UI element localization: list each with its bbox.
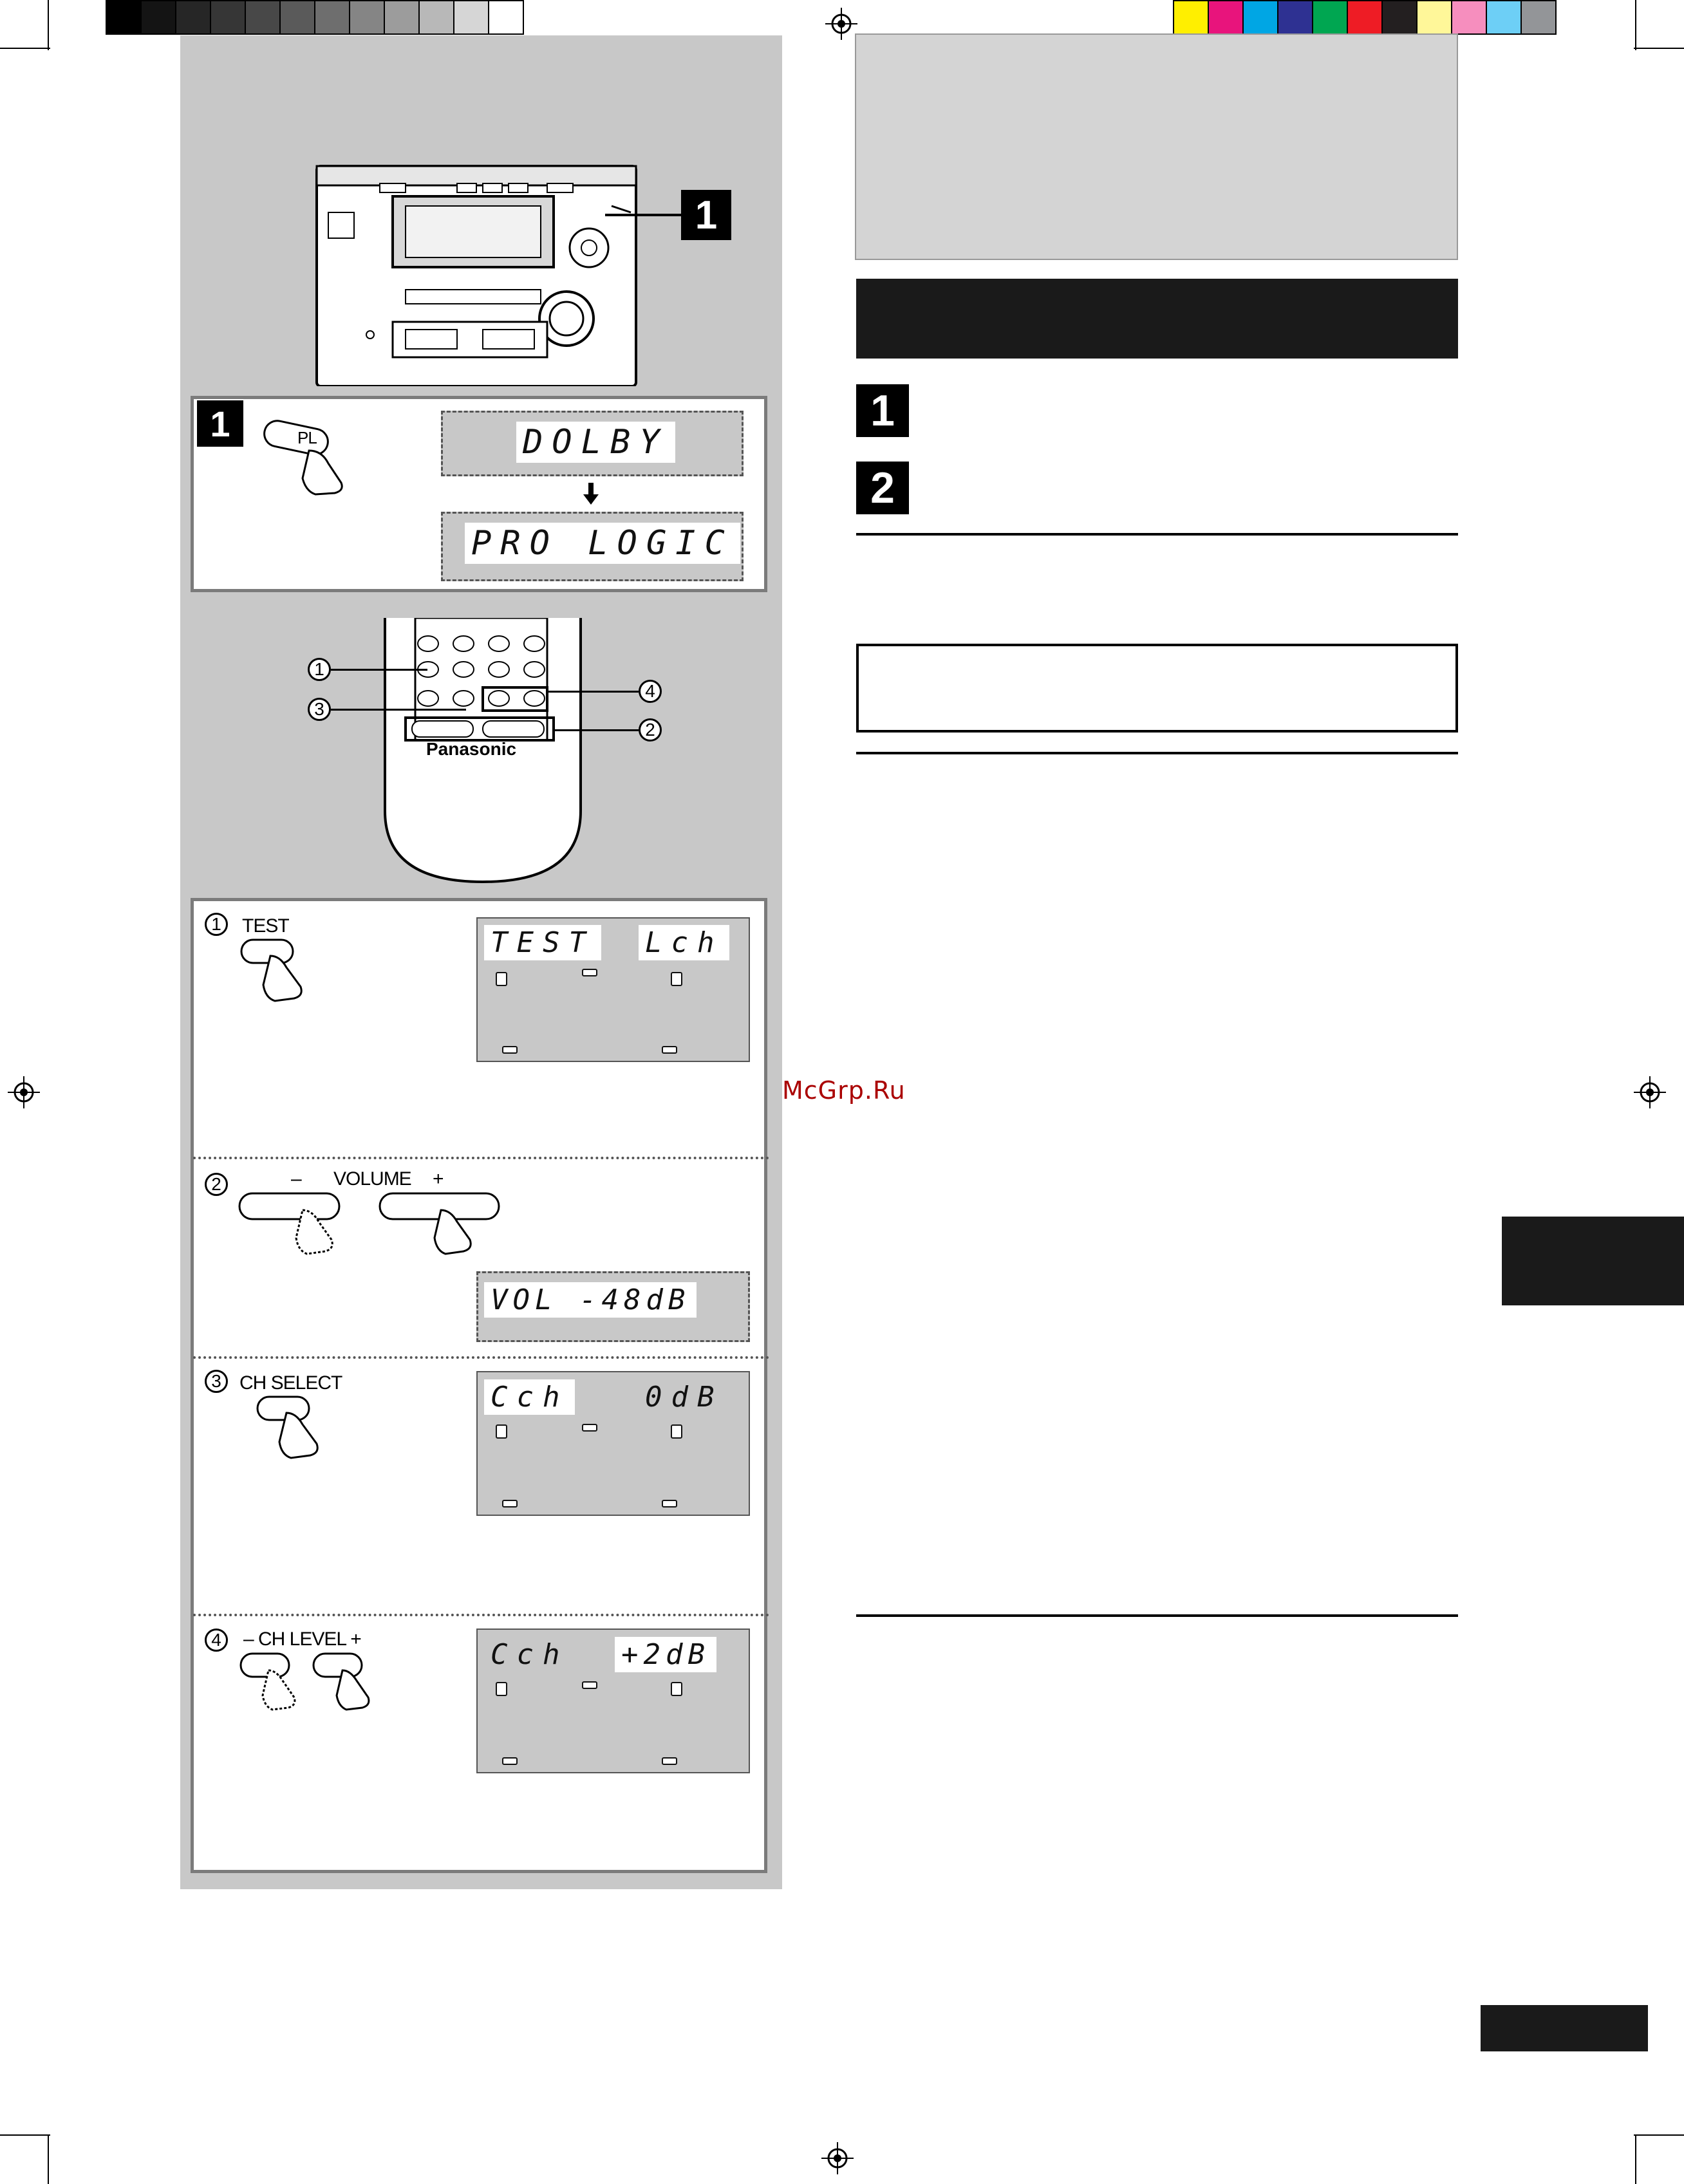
color-swatch	[1451, 0, 1486, 35]
step-1-lcd-right: Lch	[639, 925, 729, 960]
gray-swatch	[210, 0, 245, 35]
lcd-dolby-text: DOLBY	[516, 422, 675, 463]
press-button-hand-icon	[254, 1394, 338, 1471]
color-swatch	[1486, 0, 1520, 35]
color-swatch	[1416, 0, 1451, 35]
arrow-down-icon	[583, 483, 599, 506]
step-badge-2: 2	[856, 462, 909, 514]
step-4-lcd-right: +2dB	[615, 1637, 716, 1672]
speaker-surround-left-icon	[502, 1500, 518, 1507]
step-4-label: – CH LEVEL +	[243, 1629, 361, 1650]
crop-mark	[48, 0, 49, 50]
gray-swatch	[279, 0, 314, 35]
remote-brand: Panasonic	[426, 739, 517, 759]
speaker-center-icon	[582, 1681, 597, 1689]
step-divider	[193, 1356, 769, 1359]
gray-swatch	[418, 0, 453, 35]
color-swatch	[1520, 0, 1557, 35]
step-3-label: CH SELECT	[239, 1372, 342, 1394]
stereo-unit-illustration	[309, 161, 644, 386]
speaker-left-icon	[496, 1424, 507, 1439]
intro-gray-box	[855, 33, 1458, 260]
callout-line	[555, 729, 639, 731]
color-swatch	[1208, 0, 1242, 35]
press-button-hand-icon	[238, 937, 322, 1014]
crop-mark	[1635, 2134, 1636, 2184]
step-1-label: TEST	[242, 915, 289, 937]
section-header-bar	[856, 279, 1458, 359]
gray-swatch	[106, 0, 140, 35]
step-divider	[193, 1614, 769, 1616]
registration-target-icon	[825, 8, 857, 40]
grayscale-bar	[106, 0, 524, 35]
ch-level-buttons-hand-icon	[239, 1651, 394, 1728]
speaker-center-icon	[582, 1424, 597, 1432]
step-1-number: 1	[205, 913, 228, 936]
speaker-surround-right-icon	[662, 1500, 677, 1507]
step-badge-unit: 1	[681, 190, 731, 240]
crop-mark	[0, 2134, 50, 2136]
note-box	[856, 644, 1458, 733]
registration-target-icon	[821, 2142, 854, 2174]
speaker-center-icon	[582, 969, 597, 976]
step-3-number: 3	[205, 1370, 228, 1393]
step-2-label: VOLUME	[333, 1168, 411, 1190]
pl-button-label: PL	[297, 428, 317, 447]
color-swatch	[1381, 0, 1416, 35]
step-4-number: 4	[205, 1629, 228, 1652]
callout-3: 3	[308, 698, 331, 721]
gray-swatch	[140, 0, 175, 35]
registration-target-icon	[8, 1076, 40, 1108]
watermark: McGrp.Ru	[782, 1076, 906, 1105]
divider	[856, 533, 1458, 536]
crop-mark	[48, 2134, 49, 2184]
callout-4: 4	[639, 680, 662, 703]
speaker-left-icon	[496, 972, 507, 986]
step-3-lcd-left: Cch	[484, 1379, 575, 1415]
gray-swatch	[245, 0, 279, 35]
crop-mark	[1635, 0, 1636, 50]
step-1-lcd-left: TEST	[484, 925, 601, 960]
step-2-lcd-text: VOL -48dB	[484, 1282, 697, 1318]
callout-line	[548, 691, 639, 693]
step-2-minus: –	[291, 1168, 301, 1190]
color-swatch	[1347, 0, 1381, 35]
press-pl-hand-icon	[257, 412, 354, 496]
speaker-surround-left-icon	[502, 1046, 518, 1054]
step-badge-1: 1	[856, 384, 909, 437]
callout-line	[331, 669, 427, 671]
gray-swatch	[384, 0, 418, 35]
speaker-left-icon	[496, 1682, 507, 1696]
page-number-tab	[1481, 2005, 1648, 2051]
callout-2: 2	[639, 718, 662, 742]
gray-swatch	[314, 0, 349, 35]
step-3-lcd-right: 0dB	[645, 1381, 724, 1414]
speaker-surround-left-icon	[502, 1757, 518, 1765]
callout-1: 1	[308, 658, 331, 681]
color-swatch	[1173, 0, 1208, 35]
callout-line	[331, 709, 466, 711]
crop-mark	[1634, 48, 1684, 49]
volume-buttons-hand-icon	[238, 1191, 509, 1268]
gray-swatch	[349, 0, 384, 35]
gray-swatch	[488, 0, 524, 35]
gray-swatch	[175, 0, 210, 35]
speaker-right-icon	[671, 972, 682, 986]
color-swatch	[1312, 0, 1347, 35]
speaker-right-icon	[671, 1424, 682, 1439]
speaker-surround-right-icon	[662, 1757, 677, 1765]
speaker-surround-right-icon	[662, 1046, 677, 1054]
side-tab	[1502, 1217, 1684, 1305]
step-divider	[193, 1157, 769, 1159]
callout-line	[605, 214, 681, 216]
speaker-right-icon	[671, 1682, 682, 1696]
divider	[856, 1614, 1458, 1617]
step-2-plus: +	[433, 1168, 444, 1190]
color-bar	[1173, 0, 1557, 35]
step-badge-dolby: 1	[197, 400, 243, 447]
color-swatch	[1277, 0, 1312, 35]
divider	[856, 752, 1458, 754]
crop-mark	[1634, 2134, 1684, 2136]
lcd-pro-logic-text: PRO LOGIC	[465, 523, 740, 564]
crop-mark	[0, 48, 50, 49]
gray-swatch	[453, 0, 488, 35]
step-4-lcd-left: Cch	[491, 1638, 569, 1671]
registration-target-icon	[1634, 1076, 1666, 1108]
step-2-number: 2	[205, 1173, 228, 1196]
color-swatch	[1242, 0, 1277, 35]
